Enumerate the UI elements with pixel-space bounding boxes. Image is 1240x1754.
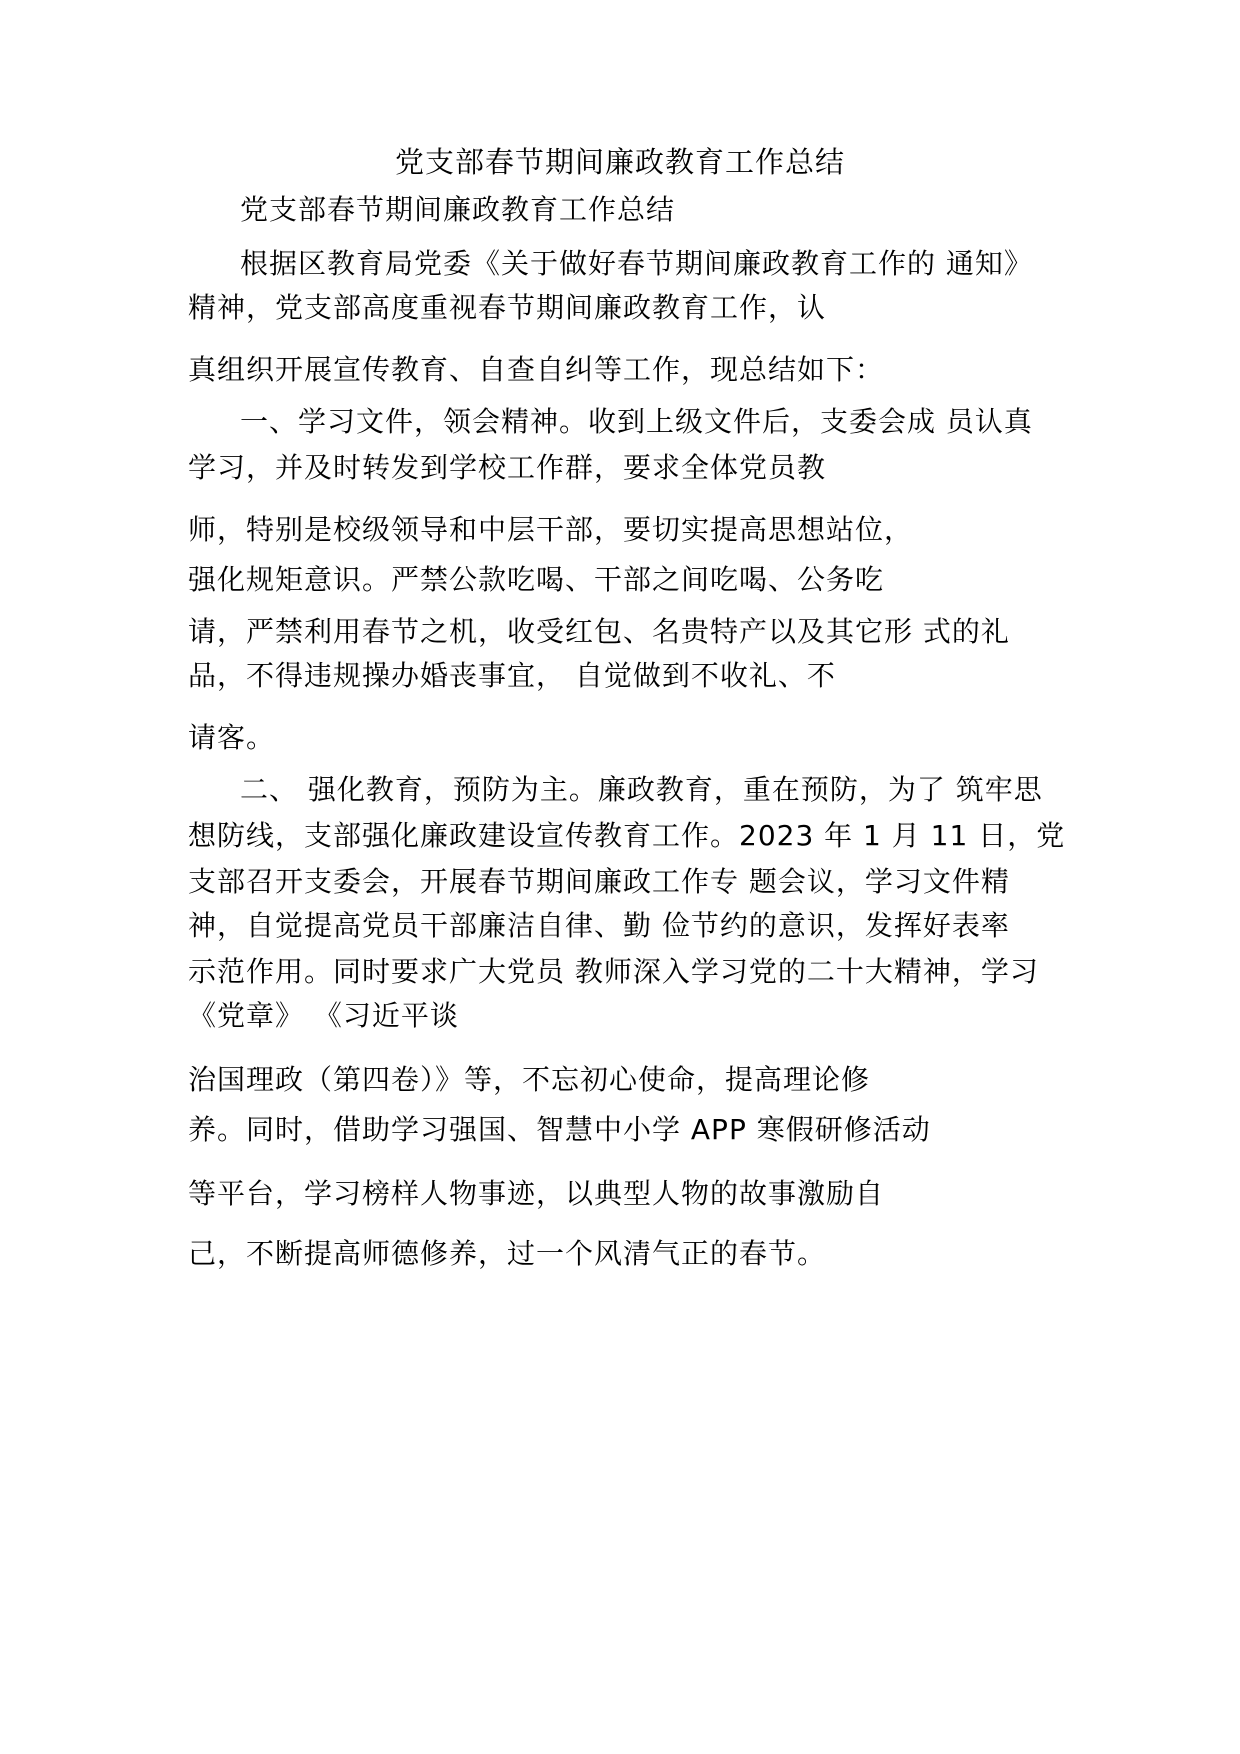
paragraph-line: 神，自觉提高党员干部廉洁自律、勤 俭节约的意识，发挥好表率 <box>188 909 1010 942</box>
subtitle-line: 党支部春节期间廉政教育工作总结 <box>240 193 676 226</box>
paragraph-line: 请，严禁利用春节之机，收受红包、名贵特产以及其它形 式的礼 <box>188 615 1010 648</box>
paragraph-line: 请客。 <box>188 721 276 754</box>
paragraph-line: 一、学习文件，领会精神。收到上级文件后，支委会成 员认真 <box>240 405 1033 438</box>
paragraph-line: 师，特别是校级领导和中层干部，要切实提高思想站位， <box>188 513 914 546</box>
paragraph-line: 精神，党支部高度重视春节期间廉政教育工作，认 <box>188 291 827 324</box>
paragraph-line: 养。同时，借助学习强国、智慧中小学 APP 寒假研修活动 <box>188 1113 931 1146</box>
paragraph-line: 想防线，支部强化廉政建设宣传教育工作。2023 年 1 月 11 日，党 <box>188 819 1066 852</box>
paragraph-line: 学习，并及时转发到学校工作群，要求全体党员教 <box>188 451 827 484</box>
document-title: 党支部春节期间廉政教育工作总结 <box>394 145 845 179</box>
paragraph-line: 己，不断提高师德修养，过一个风清气正的春节。 <box>188 1237 827 1270</box>
paragraph-line: 《党章》 《习近平谈 <box>188 999 459 1032</box>
paragraph-line: 真组织开展宣传教育、自查自纠等工作，现总结如下： <box>188 353 885 386</box>
paragraph-line: 等平台，学习榜样人物事迹，以典型人物的故事激励自 <box>188 1177 885 1210</box>
paragraph-line: 强化规矩意识。严禁公款吃喝、干部之间吃喝、公务吃 <box>188 563 885 596</box>
paragraph-line: 品，不得违规操办婚丧事宜， 自觉做到不收礼、不 <box>188 659 836 692</box>
paragraph-line: 示范作用。同时要求广大党员 教师深入学习党的二十大精神，学习 <box>188 955 1039 988</box>
paragraph-line: 治国理政（第四卷）》等，不忘初心使命，提高理论修 <box>188 1063 871 1096</box>
paragraph-line: 根据区教育局党委《关于做好春节期间廉政教育工作的 通知》 <box>240 247 1033 280</box>
paragraph-line: 二、 强化教育，预防为主。廉政教育，重在预防，为了 筑牢思 <box>240 773 1043 806</box>
paragraph-line: 支部召开支委会，开展春节期间廉政工作专 题会议，学习文件精 <box>188 865 1010 898</box>
